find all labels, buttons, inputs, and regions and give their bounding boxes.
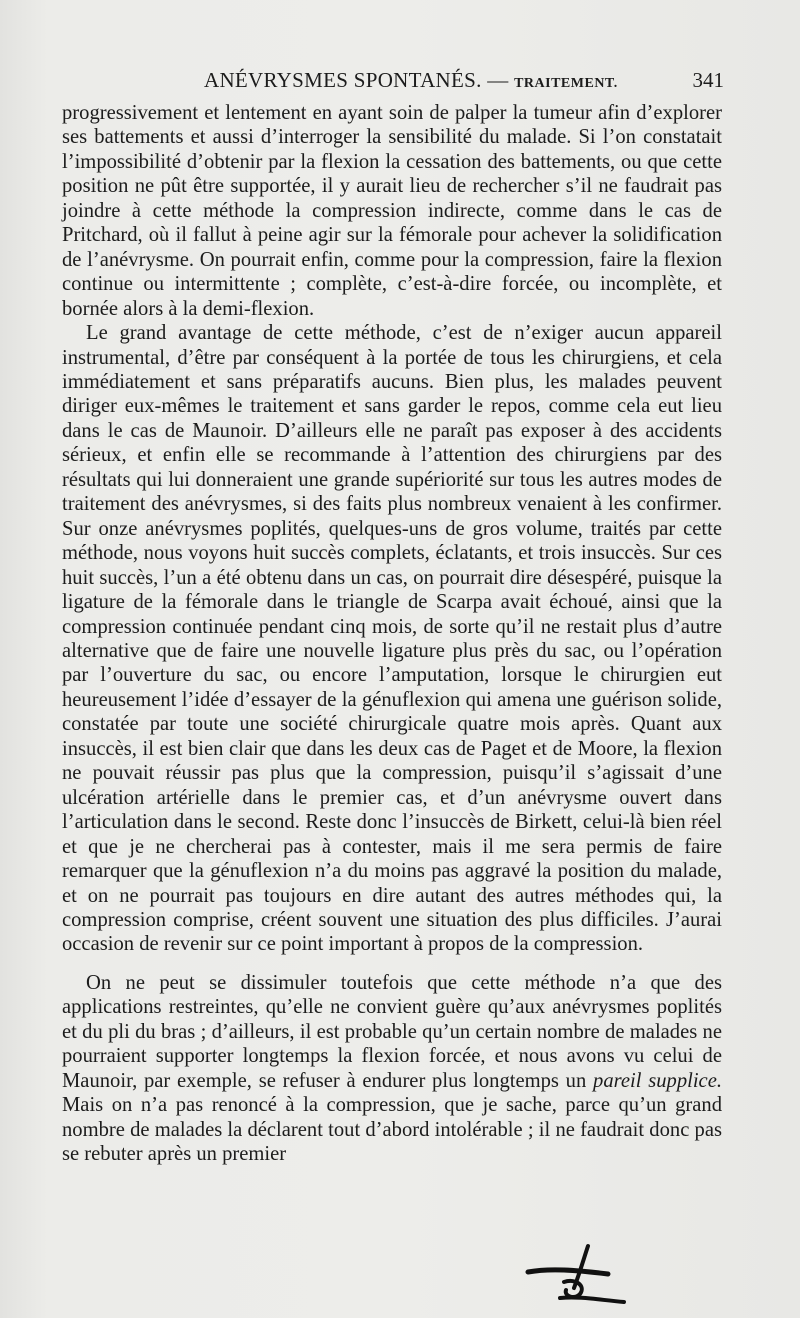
header-subtitle: TRAITEMENT. [514,76,618,91]
ink-mark [520,1238,630,1308]
paragraph-3-start: On ne peut se dissimuler toutefois que cette méthode n’a que des applications restreintes, qu’elle ne convient guère qu’aux anévrysmes poplités et du pli du bras ; d’ailleurs, il est probable qu’un certain nombre de malades ne pourraient supporter longtemps la flexion forcée, et nous avons vu celui de Maunoir, par exemple, se refuser à endurer plus longtemps un [62,971,722,1092]
paragraph-1: progressivement et lentement en ayant soin de palper la tumeur afin d’explorer ses battements et aussi d’interroger la sensibilité du malade. Si l’on constatait l’impossibilité d’obtenir par la flexion la cessation des battements, ou que cette position ne pût être supportée, il y aurait lieu de rechercher s’il ne faudrait pas joindre à cette méthode la compression indirecte, comme dans le cas de Pritchard, où il fallut à peine agir sur la fémorale pour achever la solidification de l’anévrysme. On pourrait enfin, comme pour la compression, faire la flexion continue ou intermittente ; complète, c’est-à-dire forcée, ou incomplète, et bornée alors à la demi-flexion. [62,102,722,320]
paragraph-3-emphasis: pareil supplice. [593,1069,722,1092]
running-title [204,68,618,93]
header-title: ANÉVRYSMES SPONTANÉS. [204,68,482,92]
header-separator: — [481,68,515,92]
paragraph-3 [62,971,722,1167]
page-number: 341 [692,68,724,92]
paragraph-2: Le grand avantage de cette méthode, c’est de n’exiger aucun appareil instrumental, d’être par conséquent à la portée de tous les chirurgiens, et cela immédiatement et sans préparatifs aucuns. Bien plus, les malades peuvent diriger eux-mêmes le traitement et sans garder le repos, comme cela eut lieu dans le cas de Maunoir. D’ailleurs elle ne paraît pas exposer à des accidents sérieux, et enfin elle se recommande à l’attention des chirurgiens par des résultats qui lui donneraient une grande supériorité sur tous les autres modes de traitement des anévrysmes, si des faits plus nombreux venaient à les confirmer. Sur onze anévrysmes poplités, quelques-uns de gros volume, traités par cette méthode, nous voyons huit succès complets, éclatants, et trois insuccès. Sur ces huit succès, l’un a été obtenu dans un cas, on pourrait dire désespéré, puisque la ligature de la fémorale dans le triangle de Scarpa avait échoué, ainsi que la compression continuée pendant cinq mois, de sorte qu’il ne restait plus d’autre alternative que de faire une nouvelle ligature plus près du sac, ou l’opération par l’ouverture du sac, ou encore l’amputation, lorsque le chirurgien eut heureusement l’idée d’essayer de la génuflexion qui amena une guérison solide, constatée par toute une société chirurgicale quatre mois après. Quant aux insuccès, il est bien clair que dans les deux cas de Paget et de Moore, la flexion ne pouvait réussir pas plus que la compression, puisqu’il s’agissait d’une ulcération artérielle dans le premier cas, et d’un anévrysme ouvert dans l’articulation dans le second. Reste donc l’insuccès de Birkett, celui-là bien réel et que je ne chercherai pas à contester, mais il me sera permis de faire remarquer que la génuflexion n’a du moins pas aggravé la position du malade, et on ne pourrait pas toujours en dire autant des autres méthodes qui, la compression comprise, créent souvent une situation des plus difficiles. J’aurai occasion de revenir sur ce point important à propos de la compression. [62,322,722,956]
paragraph-3-end: Mais on n’a pas renoncé à la compression, que je sache, parce qu’un grand nombre de malades la déclarent tout d’abord intolérable ; il ne faudrait donc pas se rebuter après un premier [62,1094,722,1166]
body-text [62,101,722,1166]
running-header [64,68,724,98]
